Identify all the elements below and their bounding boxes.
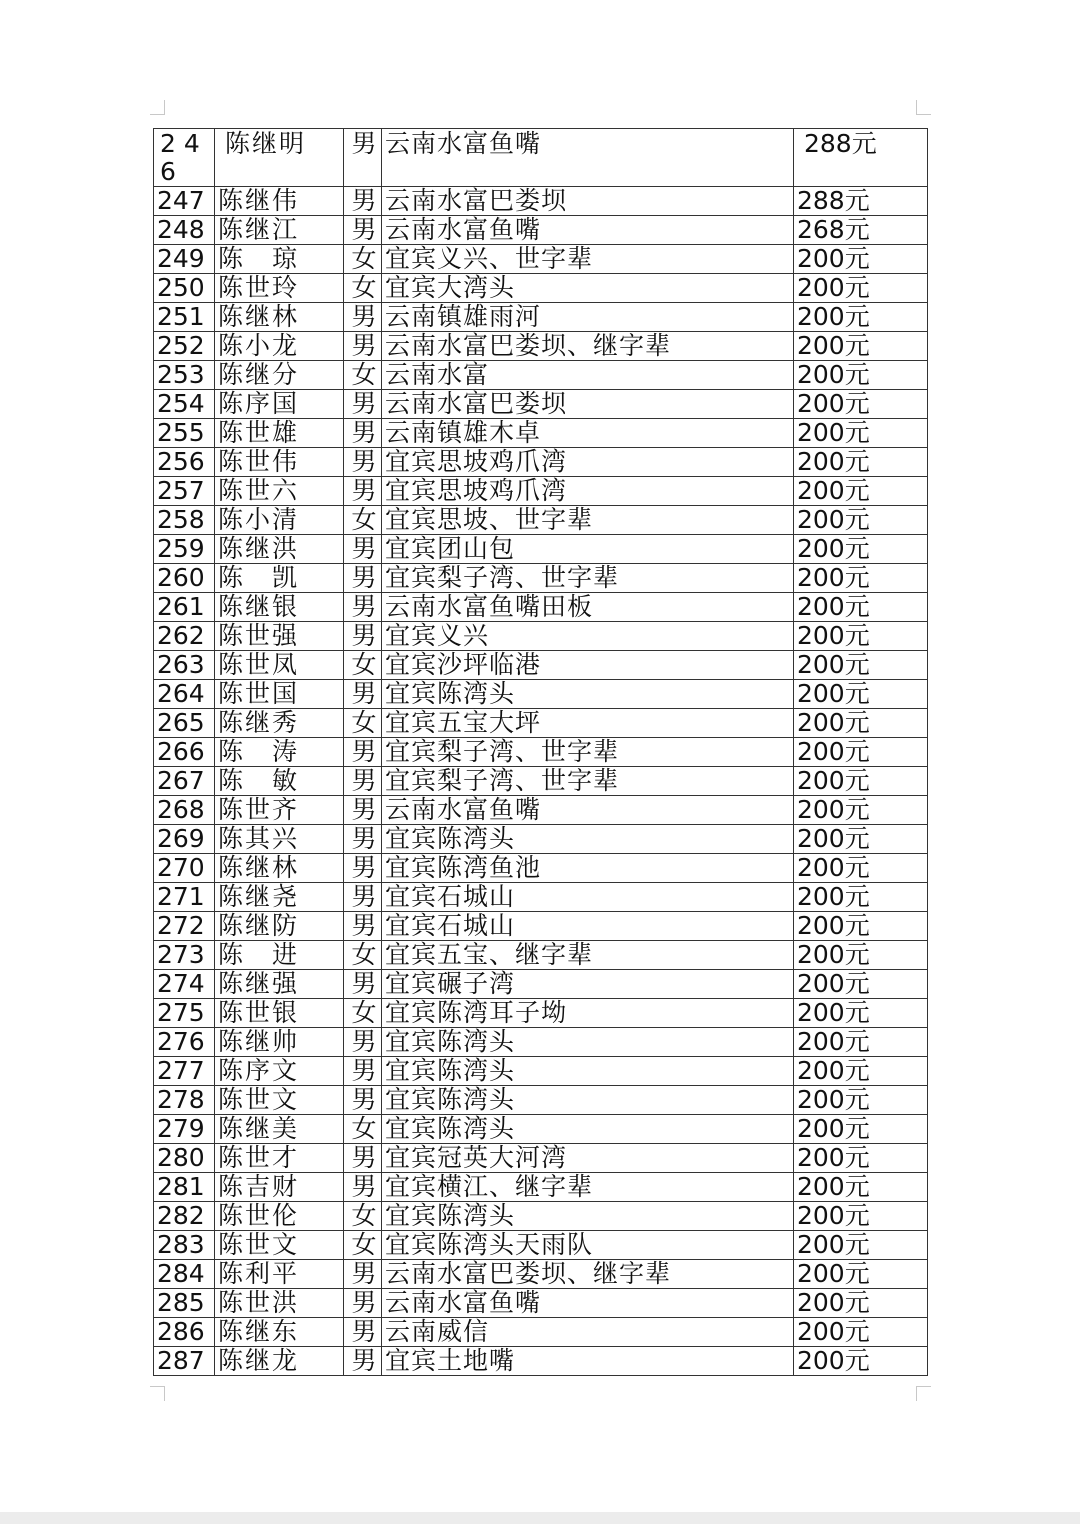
row-origin: 云南水富鱼嘴 (382, 796, 794, 825)
row-gender: 男 (344, 680, 382, 709)
row-gender: 女 (344, 709, 382, 738)
row-number: 282 (154, 1202, 215, 1231)
row-name: 陈世六 (215, 477, 344, 506)
row-name: 陈小清 (215, 506, 344, 535)
row-amount: 200元 (794, 477, 928, 506)
row-amount: 200元 (794, 419, 928, 448)
row-origin: 宜宾石城山 (382, 912, 794, 941)
table-row (154, 129, 928, 187)
row-gender: 男 (344, 216, 382, 245)
row-origin: 宜宾石城山 (382, 883, 794, 912)
row-gender: 男 (344, 1289, 382, 1318)
row-amount: 200元 (794, 593, 928, 622)
row-amount: 200元 (794, 564, 928, 593)
row-number: 285 (154, 1289, 215, 1318)
row-name: 陈 敏 (215, 767, 344, 796)
row-name: 陈继银 (215, 593, 344, 622)
row-gender: 女 (344, 245, 382, 274)
table-row (154, 390, 928, 419)
row-amount: 200元 (794, 361, 928, 390)
table-row (154, 506, 928, 535)
row-amount: 200元 (794, 506, 928, 535)
table-row (154, 593, 928, 622)
crop-mark-bottom-left (150, 1386, 165, 1401)
row-name: 陈继东 (215, 1318, 344, 1347)
row-origin: 云南镇雄木卓 (382, 419, 794, 448)
row-number: 262 (154, 622, 215, 651)
row-name: 陈利平 (215, 1260, 344, 1289)
table-row (154, 187, 928, 216)
row-number: 287 (154, 1347, 215, 1376)
row-number: 268 (154, 796, 215, 825)
row-name: 陈序国 (215, 390, 344, 419)
row-amount: 200元 (794, 1057, 928, 1086)
row-amount: 268元 (794, 216, 928, 245)
row-number: 252 (154, 332, 215, 361)
table-row (154, 332, 928, 361)
row-gender: 男 (344, 970, 382, 999)
row-amount: 200元 (794, 738, 928, 767)
row-gender: 男 (344, 883, 382, 912)
row-name: 陈世强 (215, 622, 344, 651)
row-number: 246 (154, 129, 215, 187)
row-name: 陈 涛 (215, 738, 344, 767)
row-amount: 200元 (794, 535, 928, 564)
donor-table (153, 128, 928, 1376)
row-gender: 男 (344, 303, 382, 332)
row-amount: 288元 (794, 129, 928, 187)
row-gender: 女 (344, 274, 382, 303)
row-origin: 宜宾陈湾头 (382, 825, 794, 854)
row-number: 251 (154, 303, 215, 332)
row-origin: 宜宾土地嘴 (382, 1347, 794, 1376)
row-gender: 女 (344, 1115, 382, 1144)
row-gender: 男 (344, 1028, 382, 1057)
row-number: 264 (154, 680, 215, 709)
row-origin: 宜宾义兴 (382, 622, 794, 651)
row-name: 陈继伟 (215, 187, 344, 216)
row-name: 陈世雄 (215, 419, 344, 448)
row-amount: 200元 (794, 709, 928, 738)
row-name: 陈世凤 (215, 651, 344, 680)
row-name: 陈世文 (215, 1231, 344, 1260)
row-amount: 200元 (794, 1086, 928, 1115)
row-name: 陈世银 (215, 999, 344, 1028)
table-row (154, 912, 928, 941)
table-row (154, 1289, 928, 1318)
row-gender: 男 (344, 564, 382, 593)
row-gender: 男 (344, 1144, 382, 1173)
row-number: 281 (154, 1173, 215, 1202)
row-name: 陈继美 (215, 1115, 344, 1144)
row-origin: 云南镇雄雨河 (382, 303, 794, 332)
table-row (154, 854, 928, 883)
row-name: 陈继龙 (215, 1347, 344, 1376)
row-number: 257 (154, 477, 215, 506)
row-number: 261 (154, 593, 215, 622)
table-row (154, 651, 928, 680)
row-amount: 200元 (794, 1289, 928, 1318)
row-number: 273 (154, 941, 215, 970)
row-amount: 200元 (794, 999, 928, 1028)
row-number: 269 (154, 825, 215, 854)
row-number: 265 (154, 709, 215, 738)
row-origin: 云南水富巴娄坝、继字辈 (382, 1260, 794, 1289)
row-origin: 宜宾横江、继字辈 (382, 1173, 794, 1202)
row-number: 272 (154, 912, 215, 941)
row-number: 274 (154, 970, 215, 999)
row-gender: 男 (344, 419, 382, 448)
row-origin: 云南水富巴娄坝、继字辈 (382, 332, 794, 361)
row-origin: 宜宾思坡鸡爪湾 (382, 477, 794, 506)
row-number: 259 (154, 535, 215, 564)
row-amount: 200元 (794, 912, 928, 941)
row-gender: 男 (344, 796, 382, 825)
row-number: 267 (154, 767, 215, 796)
row-amount: 200元 (794, 390, 928, 419)
row-amount: 200元 (794, 1202, 928, 1231)
row-number: 253 (154, 361, 215, 390)
row-gender: 女 (344, 941, 382, 970)
row-name: 陈继林 (215, 303, 344, 332)
table-row (154, 738, 928, 767)
row-amount: 200元 (794, 970, 928, 999)
table-row (154, 825, 928, 854)
row-name: 陈世伟 (215, 448, 344, 477)
row-name: 陈继分 (215, 361, 344, 390)
row-name: 陈继强 (215, 970, 344, 999)
row-amount: 200元 (794, 622, 928, 651)
row-amount: 200元 (794, 1318, 928, 1347)
table-row (154, 999, 928, 1028)
row-origin: 云南水富巴娄坝 (382, 187, 794, 216)
row-amount: 200元 (794, 767, 928, 796)
table-row (154, 1347, 928, 1376)
row-gender: 男 (344, 1260, 382, 1289)
row-amount: 200元 (794, 1231, 928, 1260)
row-gender: 男 (344, 825, 382, 854)
row-gender: 女 (344, 651, 382, 680)
row-number: 255 (154, 419, 215, 448)
row-amount: 200元 (794, 448, 928, 477)
row-amount: 200元 (794, 854, 928, 883)
row-origin: 宜宾陈湾头 (382, 1057, 794, 1086)
row-name: 陈 进 (215, 941, 344, 970)
row-number: 275 (154, 999, 215, 1028)
table-row (154, 1115, 928, 1144)
row-name: 陈继尧 (215, 883, 344, 912)
row-origin: 云南水富鱼嘴 (382, 216, 794, 245)
row-origin: 云南水富巴娄坝 (382, 390, 794, 419)
table-row (154, 883, 928, 912)
table-row (154, 767, 928, 796)
row-origin: 宜宾陈湾头 (382, 680, 794, 709)
row-amount: 200元 (794, 332, 928, 361)
row-number: 266 (154, 738, 215, 767)
row-gender: 男 (344, 912, 382, 941)
row-amount: 200元 (794, 245, 928, 274)
row-origin: 云南威信 (382, 1318, 794, 1347)
row-name: 陈继帅 (215, 1028, 344, 1057)
table-row (154, 1057, 928, 1086)
row-amount: 200元 (794, 941, 928, 970)
row-number: 277 (154, 1057, 215, 1086)
row-number: 283 (154, 1231, 215, 1260)
row-gender: 男 (344, 622, 382, 651)
row-gender: 女 (344, 361, 382, 390)
row-gender: 男 (344, 1086, 382, 1115)
row-gender: 男 (344, 535, 382, 564)
row-origin: 宜宾陈湾头 (382, 1028, 794, 1057)
row-name: 陈其兴 (215, 825, 344, 854)
table-row (154, 535, 928, 564)
table-row (154, 796, 928, 825)
row-amount: 200元 (794, 1173, 928, 1202)
table-row (154, 216, 928, 245)
row-number: 278 (154, 1086, 215, 1115)
table-row (154, 1260, 928, 1289)
table-row (154, 419, 928, 448)
row-amount: 200元 (794, 1347, 928, 1376)
table-row (154, 1144, 928, 1173)
row-origin: 宜宾冠英大河湾 (382, 1144, 794, 1173)
row-name: 陈 凯 (215, 564, 344, 593)
row-origin: 宜宾陈湾耳子坳 (382, 999, 794, 1028)
row-origin: 宜宾五宝、继字辈 (382, 941, 794, 970)
row-gender: 女 (344, 1231, 382, 1260)
row-name: 陈世才 (215, 1144, 344, 1173)
row-origin: 宜宾陈湾头 (382, 1202, 794, 1231)
table-row (154, 622, 928, 651)
row-name: 陈继秀 (215, 709, 344, 738)
row-gender: 男 (344, 854, 382, 883)
row-origin: 宜宾五宝大坪 (382, 709, 794, 738)
table-row (154, 941, 928, 970)
row-number: 248 (154, 216, 215, 245)
row-origin: 云南水富鱼嘴田板 (382, 593, 794, 622)
row-gender: 男 (344, 129, 382, 187)
row-number: 270 (154, 854, 215, 883)
row-name: 陈继林 (215, 854, 344, 883)
row-number: 271 (154, 883, 215, 912)
row-origin: 云南水富 (382, 361, 794, 390)
row-gender: 男 (344, 187, 382, 216)
row-number: 286 (154, 1318, 215, 1347)
row-number: 258 (154, 506, 215, 535)
row-name: 陈序文 (215, 1057, 344, 1086)
row-name: 陈世国 (215, 680, 344, 709)
row-amount: 200元 (794, 1144, 928, 1173)
row-gender: 男 (344, 1318, 382, 1347)
row-amount: 200元 (794, 274, 928, 303)
row-number: 250 (154, 274, 215, 303)
row-name: 陈小龙 (215, 332, 344, 361)
row-origin: 宜宾陈湾头 (382, 1115, 794, 1144)
row-gender: 男 (344, 332, 382, 361)
row-name: 陈世洪 (215, 1289, 344, 1318)
row-amount: 200元 (794, 796, 928, 825)
row-name: 陈继防 (215, 912, 344, 941)
row-origin: 宜宾梨子湾、世字辈 (382, 767, 794, 796)
row-name: 陈吉财 (215, 1173, 344, 1202)
row-number: 254 (154, 390, 215, 419)
table-row (154, 1231, 928, 1260)
row-gender: 男 (344, 593, 382, 622)
row-gender: 男 (344, 1057, 382, 1086)
table-row (154, 448, 928, 477)
table-row (154, 477, 928, 506)
row-origin: 宜宾陈湾鱼池 (382, 854, 794, 883)
row-number: 263 (154, 651, 215, 680)
row-gender: 男 (344, 448, 382, 477)
table-row (154, 1318, 928, 1347)
table-row (154, 361, 928, 390)
table-row (154, 1028, 928, 1057)
row-gender: 女 (344, 506, 382, 535)
row-name: 陈世玲 (215, 274, 344, 303)
row-gender: 男 (344, 1173, 382, 1202)
row-origin: 宜宾陈湾头天雨队 (382, 1231, 794, 1260)
row-number: 249 (154, 245, 215, 274)
row-origin: 宜宾义兴、世字辈 (382, 245, 794, 274)
donor-table-body (154, 129, 928, 1376)
row-origin: 宜宾团山包 (382, 535, 794, 564)
row-amount: 200元 (794, 303, 928, 332)
row-gender: 女 (344, 1202, 382, 1231)
crop-mark-top-right (916, 100, 931, 115)
table-row (154, 709, 928, 738)
row-name: 陈 琼 (215, 245, 344, 274)
row-amount: 200元 (794, 680, 928, 709)
row-origin: 云南水富鱼嘴 (382, 129, 794, 187)
row-origin: 宜宾梨子湾、世字辈 (382, 738, 794, 767)
crop-mark-bottom-right (916, 1386, 931, 1401)
table-row (154, 1202, 928, 1231)
crop-mark-top-left (150, 100, 165, 115)
row-number: 276 (154, 1028, 215, 1057)
row-origin: 宜宾沙坪临港 (382, 651, 794, 680)
row-origin: 宜宾大湾头 (382, 274, 794, 303)
row-gender: 男 (344, 477, 382, 506)
table-row (154, 564, 928, 593)
row-name: 陈继明 (215, 129, 344, 187)
table-row (154, 680, 928, 709)
table-row (154, 1086, 928, 1115)
row-name: 陈继洪 (215, 535, 344, 564)
row-name: 陈世伦 (215, 1202, 344, 1231)
row-origin: 云南水富鱼嘴 (382, 1289, 794, 1318)
row-amount: 200元 (794, 883, 928, 912)
row-amount: 288元 (794, 187, 928, 216)
row-name: 陈继江 (215, 216, 344, 245)
table-row (154, 1173, 928, 1202)
row-number: 256 (154, 448, 215, 477)
row-number: 279 (154, 1115, 215, 1144)
row-gender: 男 (344, 1347, 382, 1376)
row-name: 陈世文 (215, 1086, 344, 1115)
row-origin: 宜宾梨子湾、世字辈 (382, 564, 794, 593)
row-origin: 宜宾陈湾头 (382, 1086, 794, 1115)
row-amount: 200元 (794, 1115, 928, 1144)
table-row (154, 303, 928, 332)
row-number: 280 (154, 1144, 215, 1173)
row-amount: 200元 (794, 1028, 928, 1057)
row-gender: 女 (344, 999, 382, 1028)
row-gender: 男 (344, 390, 382, 419)
table-row (154, 274, 928, 303)
row-origin: 宜宾碾子湾 (382, 970, 794, 999)
row-name: 陈世齐 (215, 796, 344, 825)
row-origin: 宜宾思坡鸡爪湾 (382, 448, 794, 477)
row-amount: 200元 (794, 825, 928, 854)
table-row (154, 970, 928, 999)
row-origin: 宜宾思坡、世字辈 (382, 506, 794, 535)
row-amount: 200元 (794, 1260, 928, 1289)
table-row (154, 245, 928, 274)
row-number: 260 (154, 564, 215, 593)
row-number: 247 (154, 187, 215, 216)
row-gender: 男 (344, 767, 382, 796)
row-number: 284 (154, 1260, 215, 1289)
row-gender: 男 (344, 738, 382, 767)
row-amount: 200元 (794, 651, 928, 680)
